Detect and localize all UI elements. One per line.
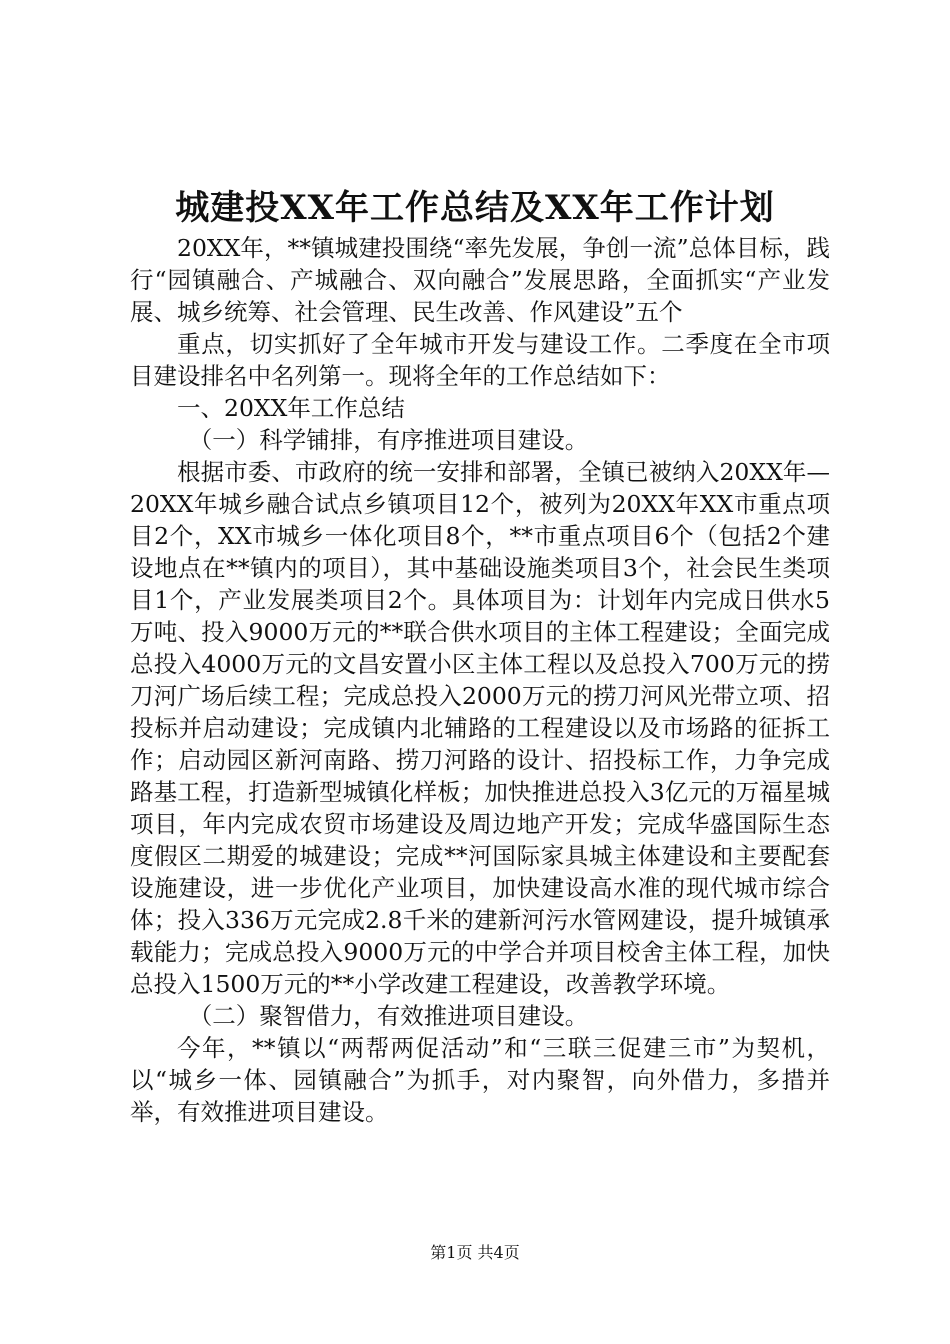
document-body <box>130 232 830 1128</box>
document-title: 城建投XX年工作总结及XX年工作计划 <box>175 188 775 228</box>
paragraph-intro-continued: 重点，切实抓好了全年城市开发与建设工作。二季度在全市项目建设排名中名列第一。现将全年的工作总结如下： <box>130 330 830 390</box>
page-footer: 第1页 共4页 <box>430 1243 520 1262</box>
paragraph-projects: 根据市委、市政府的统一安排和部署，全镇已被纳入20XX年—20XX年城乡融合试点乡镇项目12个，被列为20XX年XX市重点项目2个，XX市城乡一体化项目8个，**市重点项目6个（包括2个建设地点在**镇内的项目），其中基础设施类项目3个，社会民生类项目1个，产业发展类项目2个。具体项目为：计划年内完成日供水5万吨、投入9000万元的**联合供水项目的主体工程建设；全面完成总投入4000万元的文昌安置小区主体工程以及总投入700万元的捞刀河广场后续工程；完成总投入2000万元的捞刀河风光带立项、招投标并启动建设；完成镇内北辅路的工程建设以及市场路的征拆工作；启动园区新河南路、捞刀河路的设计、招投标工作，力争完成路基工程，打造新型城镇化样板；加快推进总投入3亿元的万福星城项目，年内完成农贸市场建设及周边地产开发；完成华盛国际生态度假区二期爱的城建设；完成**河国际家具城主体建设和主要配套设施建设，进一步优化产业项目，加快建设高水准的现代城市综合体；投入336万元完成2.8千米的建新河污水管网建设，提升城镇承载能力；完成总投入9000万元的中学合并项目校舍主体工程，加快总投入1500万元的**小学改建工程建设，改善教学环境。 <box>130 458 830 998</box>
subsection-heading-1: （一）科学铺排，有序推进项目建设。 <box>188 426 589 454</box>
paragraph-intro: 20XX年，**镇城建投围绕“率先发展，争创一流”总体目标，践行“园镇融合、产城融合、双向融合”发展思路，全面抓实“产业发展、城乡统筹、社会管理、民生改善、作风建设”五个 <box>130 234 830 326</box>
subsection-heading-2: （二）聚智借力，有效推进项目建设。 <box>188 1002 589 1030</box>
section-heading-1: 一、20XX年工作总结 <box>177 394 405 422</box>
paragraph-measures: 今年，**镇以“两帮两促活动”和“三联三促建三市”为契机，以“城乡一体、园镇融合”为抓手，对内聚智，向外借力，多措并举，有效推进项目建设。 <box>130 1034 830 1126</box>
